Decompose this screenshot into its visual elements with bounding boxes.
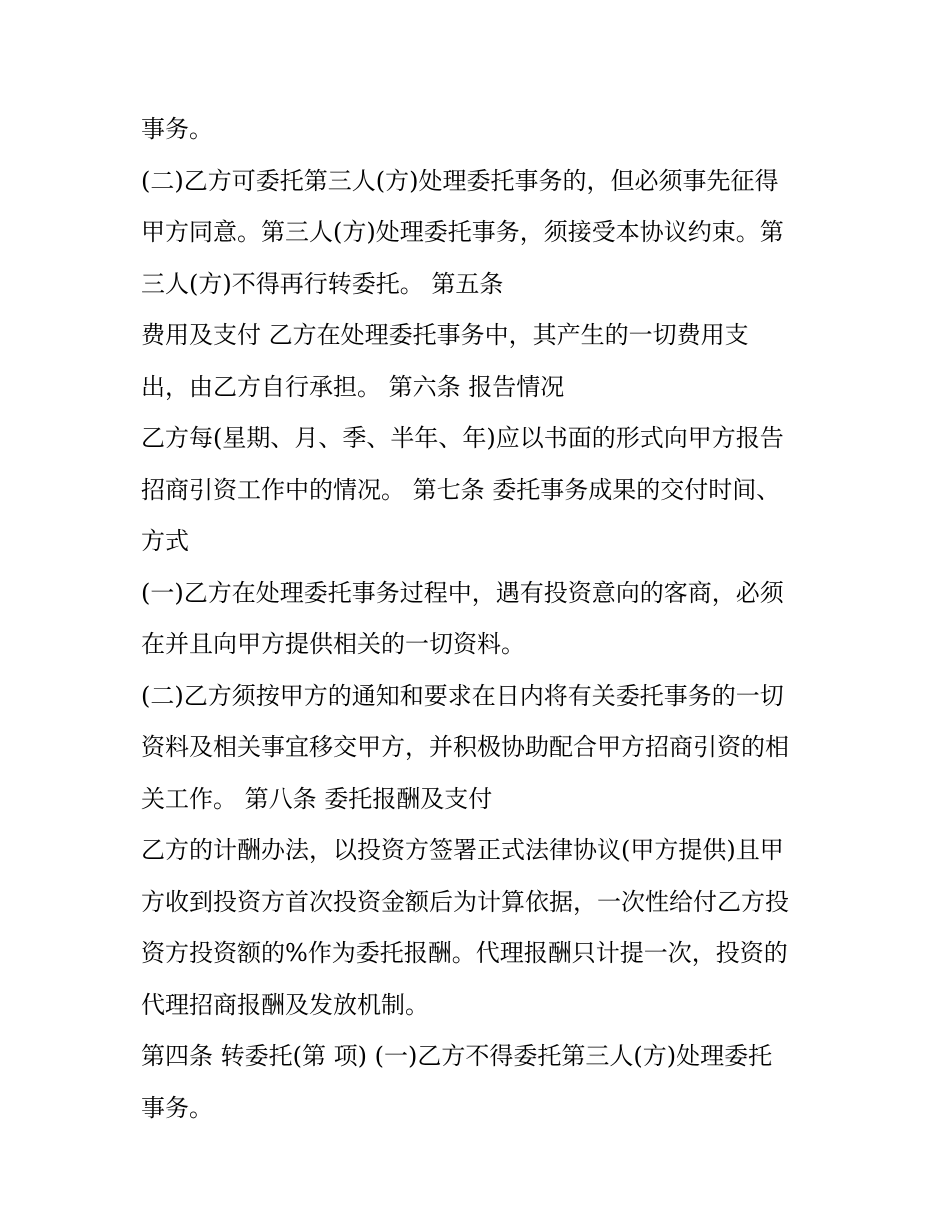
text-line: 资料及相关事宜移交甲方，并积极协助配合甲方招商引资的相	[141, 733, 789, 761]
text-line: (二)乙方须按甲方的通知和要求在日内将有关委托事务的一切	[141, 681, 784, 710]
text-line: 方收到投资方首次投资金额后为计算依据，一次性给付乙方投	[141, 887, 789, 916]
text-line: 招商引资工作中的情况。 第七条 委托事务成果的交付时间、	[141, 475, 781, 504]
text-line: 出，由乙方自行承担。 第六条 报告情况	[141, 372, 565, 401]
text-line: 三人(方)不得再行转委托。 第五条	[141, 269, 504, 298]
text-line: 代理招商报酬及发放机制。	[141, 990, 429, 1019]
text-line: 关工作。 第八条 委托报酬及支付	[141, 784, 493, 813]
text-line: 甲方同意。第三人(方)处理委托事务，须接受本协议约束。第	[141, 218, 784, 246]
text-line: 方式	[141, 527, 189, 555]
text-line: 费用及支付 乙方在处理委托事务中，其产生的一切费用支	[141, 321, 749, 349]
text-line: 乙方的计酬办法，以投资方签署正式法律协议(甲方提供)且甲	[141, 836, 784, 864]
text-line: (一)乙方在处理委托事务过程中，遇有投资意向的客商，必须	[141, 578, 784, 607]
text-line: 在并且向甲方提供相关的一切资料。	[141, 630, 525, 658]
text-line: 事务。	[141, 1093, 213, 1122]
text-line: 乙方每(星期、月、季、半年、年)应以书面的形式向甲方报告	[141, 424, 784, 452]
text-line: 第四条 转委托(第 项) (一)乙方不得委托第三人(方)处理委托	[141, 1042, 773, 1070]
document-body	[141, 104, 841, 1134]
text-line: (二)乙方可委托第三人(方)处理委托事务的，但必须事先征得	[141, 166, 779, 195]
text-line: 事务。	[141, 115, 213, 143]
text-line: 资方投资额的%作为委托报酬。代理报酬只计提一次，投资的	[141, 939, 788, 967]
